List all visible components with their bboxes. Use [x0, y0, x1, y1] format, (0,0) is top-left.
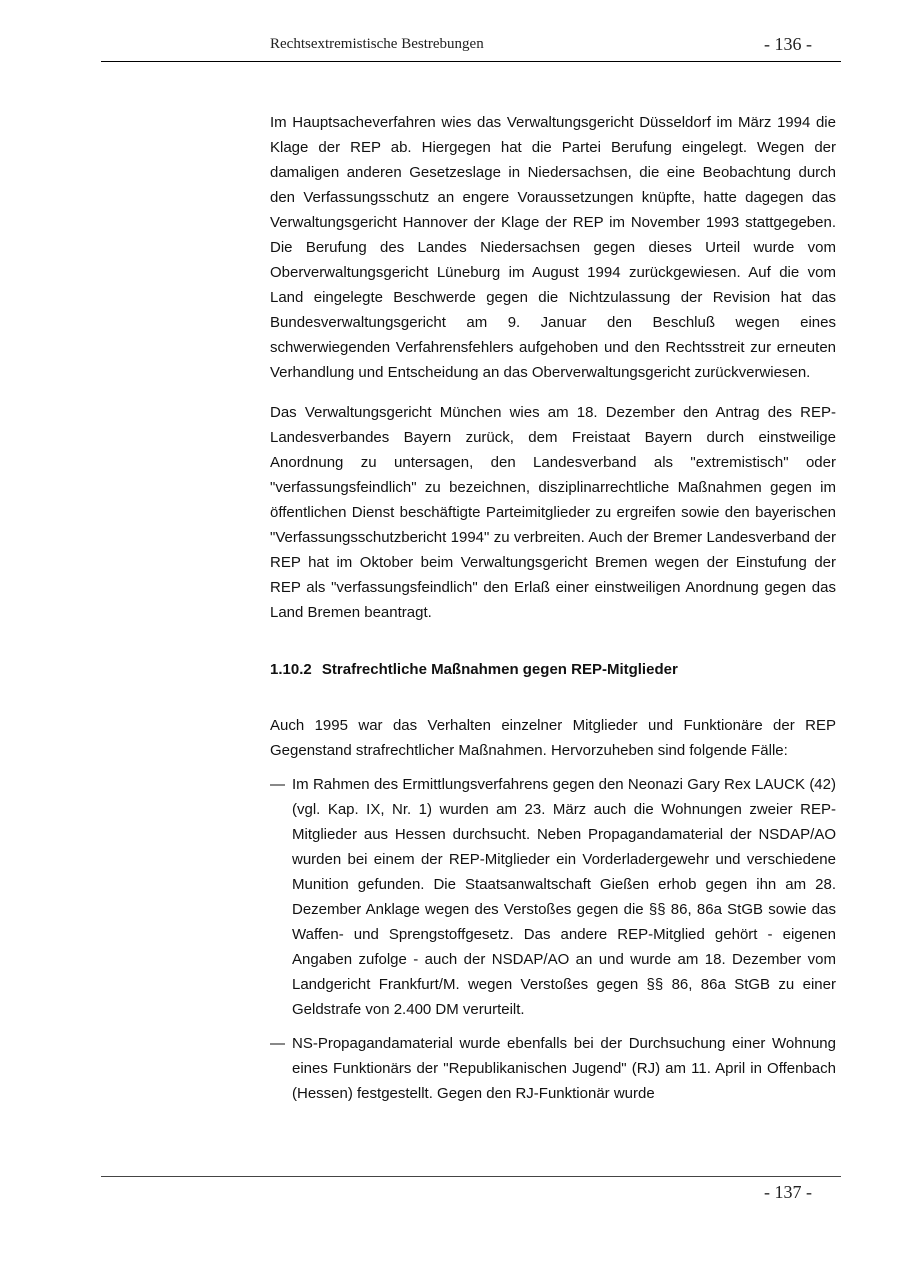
footer-page-number: - 137 -	[764, 1182, 812, 1202]
section-heading	[270, 657, 836, 682]
dash-bullet-icon: —	[270, 776, 285, 793]
running-header-title: Rechtsextremistische Bestrebungen	[270, 36, 484, 52]
list-item	[270, 772, 836, 1022]
main-text	[270, 110, 836, 1115]
section-number: 1.10.2	[270, 661, 312, 678]
list-item-text: Im Rahmen des Ermittlungsverfahrens gegen den Neonazi Gary Rex LAUCK (42) (vgl. Kap. IX, Nr. 1) wurden am 23. März auch die Wohnungen zweier REP-Mitglieder aus Hessen durchsucht. Neben Propagandamaterial der NSDAP/AO wurden bei einem der REP-Mitglieder ein Vorderladergewehr und verschiedene Munition gefunden. Die Staatsanwaltschaft Gießen erhob gegen ihn am 28. Dezember Anklage wegen des Verstoßes gegen die §§ 86, 86a StGB sowie das Waffen- und Sprengstoffgesetz. Das andere REP-Mitglied gehört - eigenen Angaben zufolge - auch der NSDAP/AO an und wurde am 18. Dezember vom Landgericht Frankfurt/M. wegen Verstoßes gegen §§ 86, 86a StGB zu einer Geldstrafe von 2.400 DM verurteilt.	[292, 776, 836, 1018]
list-item	[270, 1031, 836, 1106]
dash-bullet-icon: —	[270, 1035, 285, 1052]
paragraph-verwaltungsgericht-muenchen: Das Verwaltungsgericht München wies am 18. Dezember den Antrag des REP-Landesverbandes Bayern zurück, dem Freistaat Bayern durch einstweilige Anordnung zu untersagen, den Landesverband als "extremistisch" oder "verfassungsfeindlich" zu bezeichnen, disziplinarrechtliche Maßnahmen gegen im öffentlichen Dienst beschäftigte Parteimitglieder zu ergreifen sowie den bayerischen "Verfassungsschutzbericht 1994" zu verbreiten. Auch der Bremer Landesverband der REP hat im Oktober beim Verwaltungsgericht Bremen wegen der Einstufung der REP als "verfassungsfeindlich" den Erlaß einer einstweiligen Anordnung gegen das Land Bremen beantragt.	[270, 404, 836, 621]
header-rule	[101, 61, 841, 62]
paragraph-hauptsacheverfahren: Im Hauptsacheverfahren wies das Verwaltungsgericht Düsseldorf im März 1994 die Klage der REP ab. Hiergegen hat die Partei Berufung eingelegt. Wegen der damaligen anderen Gesetzeslage in Niedersachsen, die eine Beobachtung durch den Verfassungsschutz an engere Voraussetzungen knüpfte, hatte dagegen das Verwaltungsgericht Hannover der Klage der REP im November 1993 stattgegeben. Die Berufung des Landes Niedersachsen gegen dieses Urteil wurde vom Oberverwaltungsgericht Lüneburg im August 1994 zurückgewiesen. Auf die vom Land eingelegte Beschwerde gegen die Nichtzulassung der Revision hat das Bundesverwaltungsgericht am 9. Januar den Beschluß wegen eines schwerwiegenden Verfahrensfehlers aufgehoben und den Rechtsstreit zur erneuten Verhandlung und Entscheidung an das Oberverwaltungsgericht zurückverwiesen.	[270, 114, 836, 381]
list-item-text: NS-Propagandamaterial wurde ebenfalls bei der Durchsuchung einer Wohnung eines Funktionärs der "Republikanischen Jugend" (RJ) am 11. April in Offenbach (Hessen) festgestellt. Gegen den RJ-Funktionär wurde	[292, 1035, 836, 1102]
section-title: Strafrechtliche Maßnahmen gegen REP-Mitglieder	[321, 661, 678, 678]
footer-rule	[101, 1176, 841, 1177]
header-page-number: - 136 -	[764, 34, 812, 54]
section-intro: Auch 1995 war das Verhalten einzelner Mitglieder und Funktionäre der REP Gegenstand strafrechtlicher Maßnahmen. Hervorzuheben sind folgende Fälle:	[270, 717, 836, 759]
